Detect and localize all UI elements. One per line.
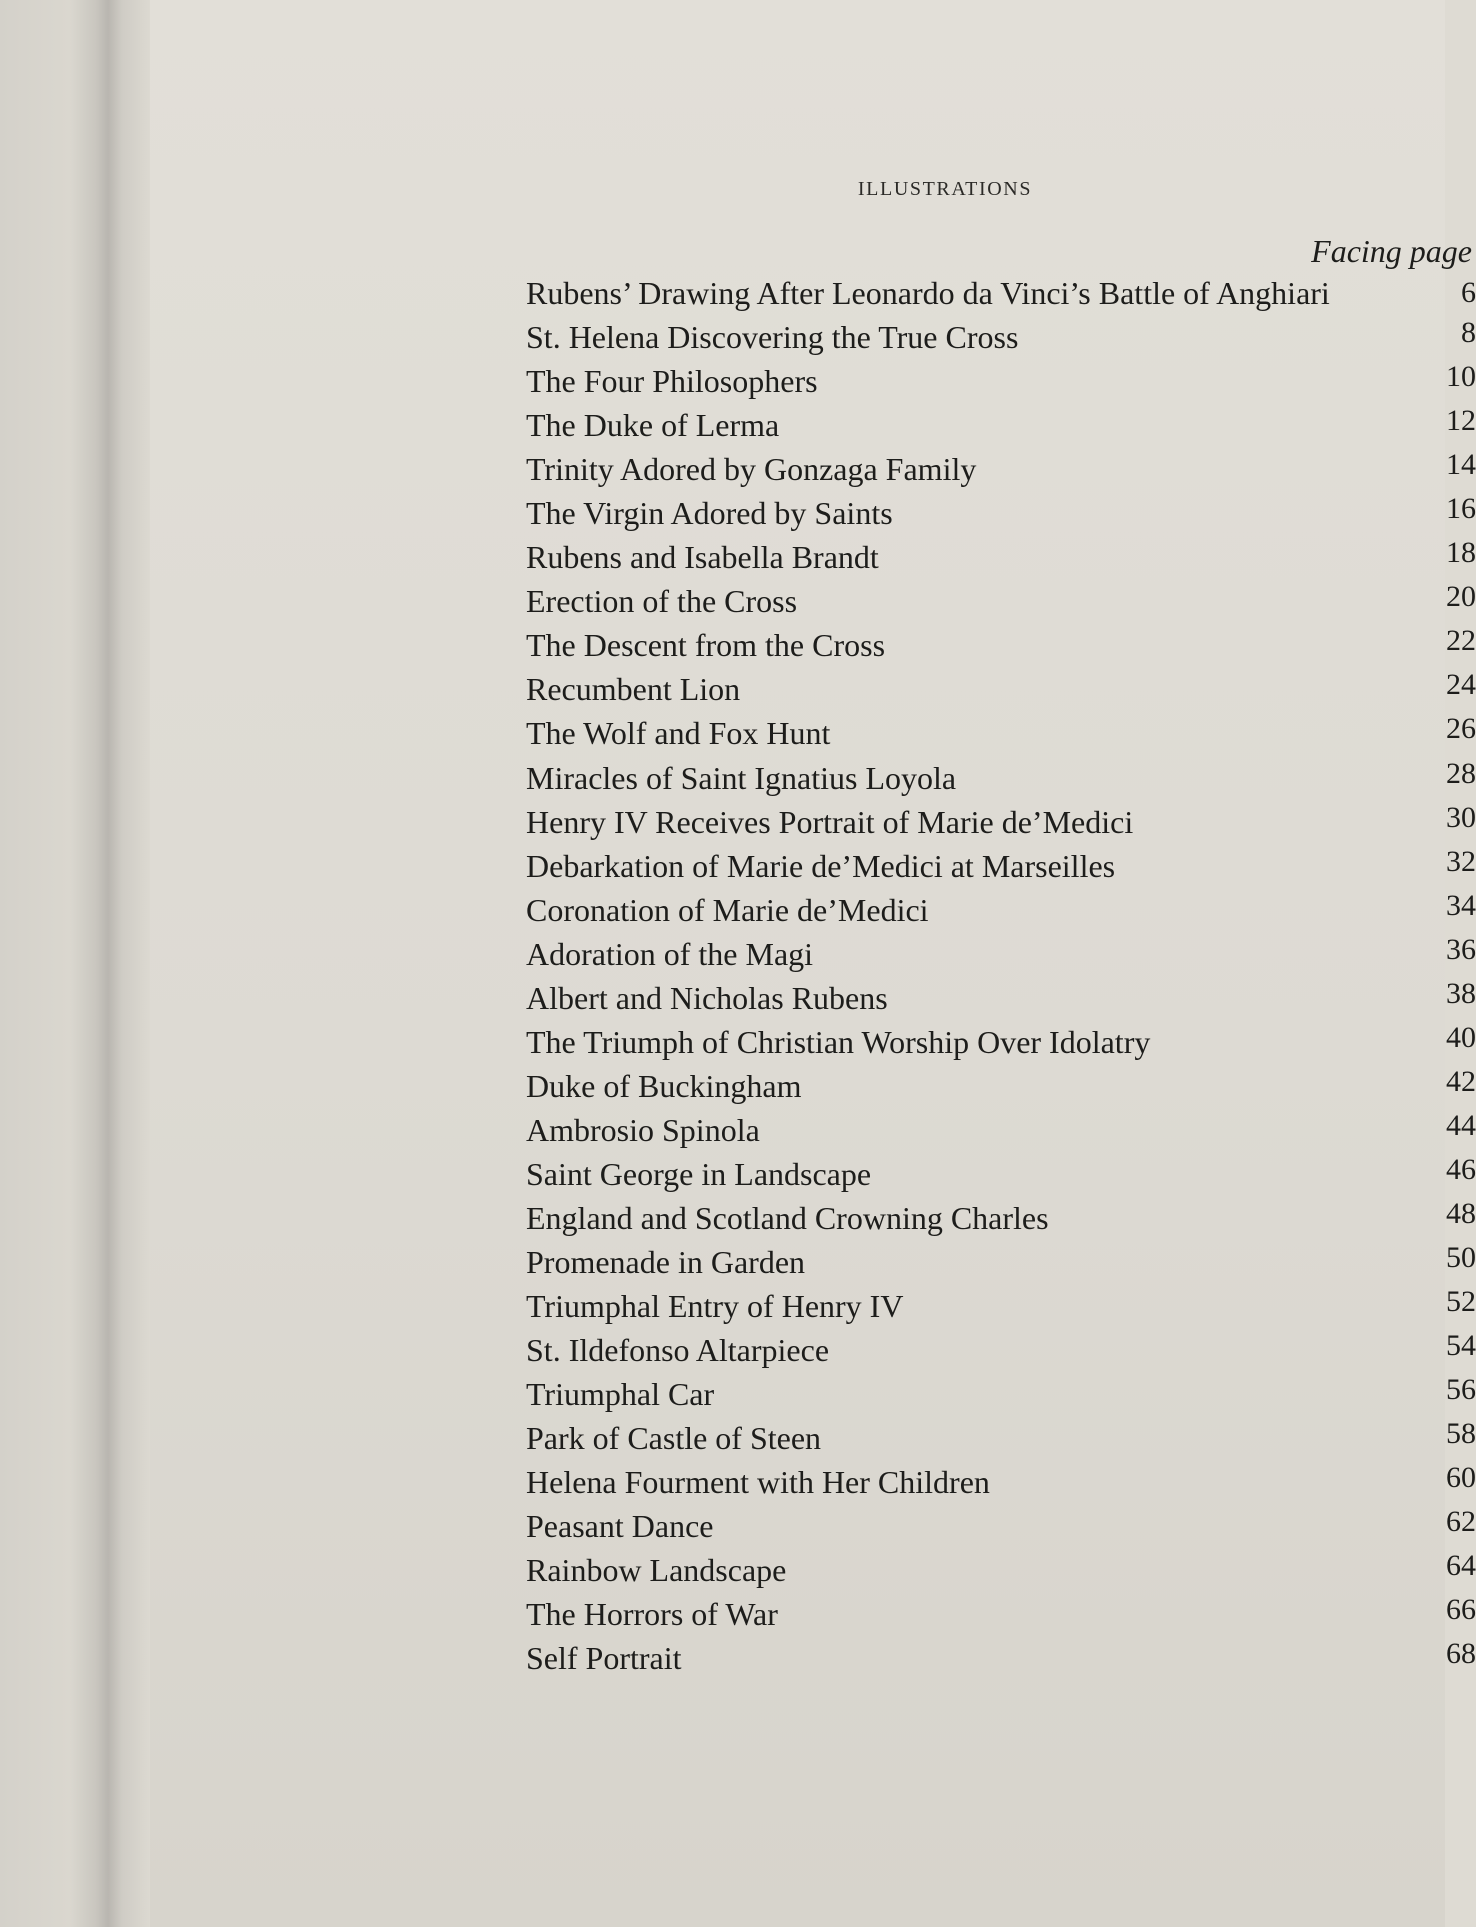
- list-item: [526, 1504, 1476, 1548]
- illustration-title: Helena Fourment with Her Children: [526, 1464, 990, 1501]
- facing-page-number: 34: [1446, 888, 1476, 922]
- facing-page-number: 60: [1446, 1461, 1476, 1495]
- facing-page-number: 56: [1446, 1373, 1476, 1407]
- facing-page-number: 54: [1446, 1329, 1476, 1363]
- facing-page-number: 58: [1446, 1417, 1476, 1451]
- list-item: [526, 800, 1476, 844]
- illustration-title: Adoration of the Magi: [526, 935, 814, 972]
- illustration-title: Self Portrait: [526, 1640, 682, 1677]
- illustration-title: Peasant Dance: [526, 1508, 714, 1545]
- facing-page-number: 38: [1446, 976, 1476, 1010]
- facing-page-number: 64: [1446, 1549, 1476, 1583]
- illustration-title: Erection of the Cross: [526, 583, 798, 620]
- facing-page-number: 12: [1446, 404, 1476, 438]
- facing-page-number: 24: [1446, 668, 1476, 702]
- illustrations-list: [526, 271, 1476, 1681]
- illustration-title: Debarkation of Marie de’Medici at Marseilles: [526, 847, 1116, 884]
- list-item: [526, 579, 1476, 623]
- illustration-title: Ambrosio Spinola: [526, 1111, 760, 1148]
- illustration-title: Rubens and Isabella Brandt: [526, 539, 879, 576]
- list-item: [526, 1328, 1476, 1372]
- illustration-title: The Horrors of War: [526, 1596, 778, 1633]
- facing-page-number: 48: [1446, 1196, 1476, 1230]
- illustration-title: Trinity Adored by Gonzaga Family: [526, 451, 977, 488]
- facing-page-number: 42: [1446, 1064, 1476, 1098]
- illustration-title: Park of Castle of Steen: [526, 1420, 822, 1457]
- book-page: [150, 0, 1476, 1927]
- list-item: [526, 447, 1476, 491]
- facing-page-number: 44: [1446, 1108, 1476, 1142]
- facing-page-number: 16: [1446, 492, 1476, 526]
- illustration-title: Miracles of Saint Ignatius Loyola: [526, 759, 957, 796]
- list-item: [526, 1636, 1476, 1680]
- facing-page-number: 52: [1446, 1285, 1476, 1319]
- facing-page-number: 26: [1446, 712, 1476, 746]
- facing-page-number: 40: [1446, 1020, 1476, 1054]
- illustration-title: St. Helena Discovering the True Cross: [526, 319, 1019, 356]
- illustration-title: Duke of Buckingham: [526, 1067, 802, 1104]
- facing-page-number: 68: [1446, 1637, 1476, 1671]
- list-item: [526, 1108, 1476, 1152]
- list-item: [526, 359, 1476, 403]
- facing-page-number: 10: [1446, 360, 1476, 394]
- illustration-title: St. Ildefonso Altarpiece: [526, 1332, 830, 1369]
- illustration-title: The Four Philosophers: [526, 363, 818, 400]
- list-item: [526, 271, 1476, 315]
- list-item: [526, 491, 1476, 535]
- facing-page-column-header: Facing page: [1311, 233, 1472, 269]
- facing-page-number: 6: [1461, 276, 1476, 309]
- illustration-title: The Triumph of Christian Worship Over Idolatry: [526, 1023, 1151, 1060]
- list-item: [526, 711, 1476, 755]
- facing-page-number: 66: [1446, 1593, 1476, 1627]
- illustration-title: The Virgin Adored by Saints: [526, 495, 893, 532]
- facing-page-number: 28: [1446, 756, 1476, 790]
- facing-page-number: 18: [1446, 536, 1476, 570]
- list-item: [526, 844, 1476, 888]
- list-item: [526, 667, 1476, 711]
- list-item: [526, 1020, 1476, 1064]
- page-heading: ILLUSTRATIONS: [857, 178, 1033, 200]
- illustration-title: The Duke of Lerma: [526, 407, 780, 444]
- illustration-title: The Wolf and Fox Hunt: [526, 715, 831, 752]
- illustration-title: The Descent from the Cross: [526, 627, 886, 664]
- list-item: [526, 315, 1476, 359]
- list-item: [526, 623, 1476, 667]
- list-item: [526, 535, 1476, 579]
- illustration-title: Henry IV Receives Portrait of Marie de’Medici: [526, 803, 1134, 840]
- list-item: [526, 1196, 1476, 1240]
- facing-page-number: 32: [1446, 844, 1476, 878]
- facing-page-number: 46: [1446, 1152, 1476, 1186]
- illustration-title: Rubens’ Drawing After Leonardo da Vinci’s Battle of Anghiari: [526, 275, 1330, 311]
- illustration-title: Rainbow Landscape: [526, 1552, 787, 1589]
- list-item: [526, 1240, 1476, 1284]
- facing-page-number: 22: [1446, 624, 1476, 658]
- illustration-title: Triumphal Entry of Henry IV: [526, 1288, 904, 1325]
- list-item: [526, 932, 1476, 976]
- list-item: [526, 1548, 1476, 1592]
- facing-page-number: 62: [1446, 1505, 1476, 1539]
- list-item: [526, 756, 1476, 800]
- list-item: [526, 1592, 1476, 1636]
- list-item: [526, 888, 1476, 932]
- illustration-title: Saint George in Landscape: [526, 1155, 872, 1192]
- illustration-title: Albert and Nicholas Rubens: [526, 979, 888, 1016]
- list-item: [526, 1064, 1476, 1108]
- list-item: [526, 1372, 1476, 1416]
- list-item: [526, 1416, 1476, 1460]
- facing-page-number: 30: [1446, 800, 1476, 834]
- book-gutter: [0, 0, 150, 1927]
- list-item: [526, 1284, 1476, 1328]
- list-item: [526, 403, 1476, 447]
- illustration-title: Triumphal Car: [526, 1376, 715, 1413]
- illustration-title: Promenade in Garden: [526, 1244, 806, 1281]
- facing-page-number: 14: [1446, 448, 1476, 482]
- illustration-title: Recumbent Lion: [526, 671, 741, 708]
- list-item: [526, 1460, 1476, 1504]
- facing-page-number: 20: [1446, 580, 1476, 614]
- list-item: [526, 976, 1476, 1020]
- facing-page-number: 36: [1446, 932, 1476, 966]
- facing-page-number: 50: [1446, 1241, 1476, 1275]
- illustration-title: Coronation of Marie de’Medici: [526, 891, 929, 928]
- illustration-title: England and Scotland Crowning Charles: [526, 1199, 1049, 1236]
- list-item: [526, 1152, 1476, 1196]
- facing-page-number: 8: [1461, 316, 1476, 350]
